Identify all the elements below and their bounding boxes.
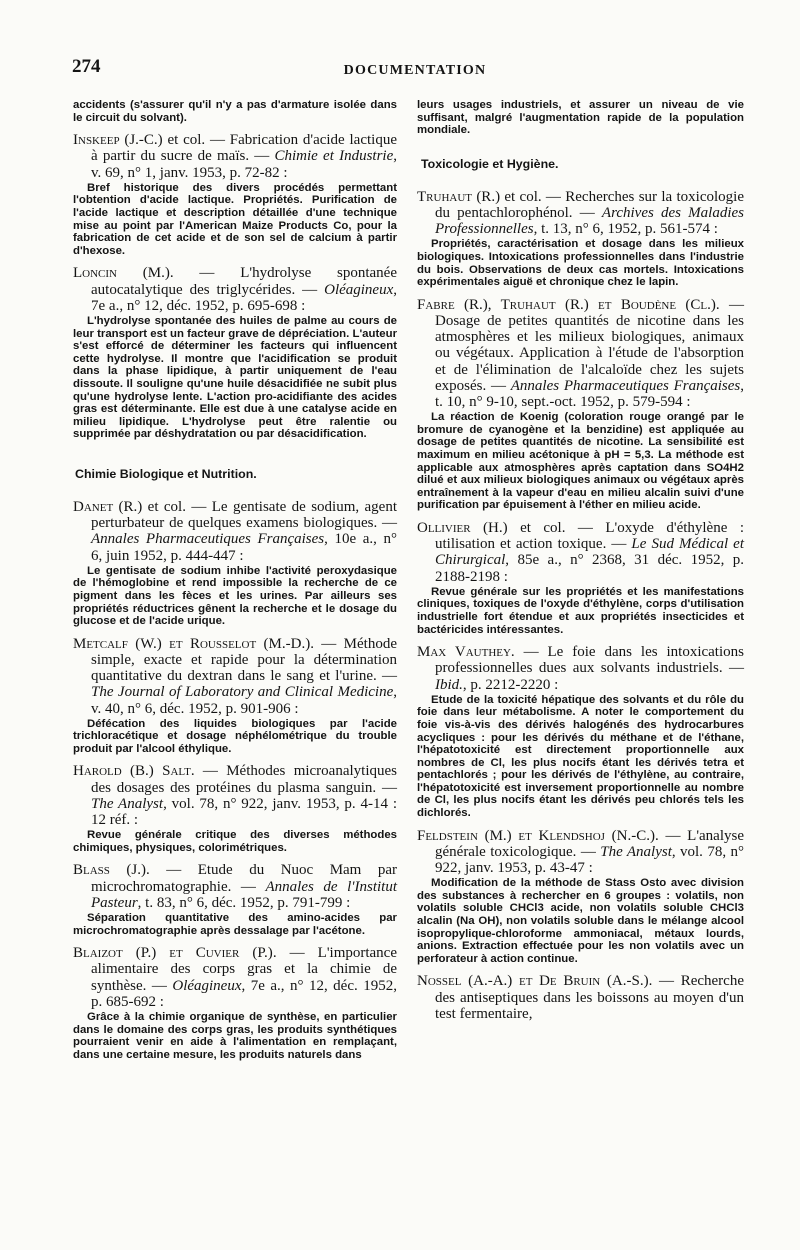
continuation-text: leurs usages industriels, et assurer un niveau de vie suffisant, malgré l'augmentation rapide de la population mondiale. xyxy=(417,99,744,137)
citation xyxy=(73,945,397,1010)
entry-journal: The Analyst xyxy=(600,843,672,860)
entry-abstract: Bref historique des divers procédés permettant l'obtention d'acide lactique. Propriétés. Purification de l'acide lactique et description détaillée d'une technique mise au point par l'American Maize Products Co, pour la fabrication de cet acide et de son sel de calcium à partir d'hexose. xyxy=(73,181,397,257)
citation xyxy=(73,763,397,828)
entry-abstract: Grâce à la chimie organique de synthèse, en particulier dans le domaine des corps gras, les produits synthétiques pourraient venir en aide à l'alimentation en remplaçant, dans une certaine mesure, les produits naturels dans xyxy=(73,1011,397,1061)
entry-abstract: La réaction de Koenig (coloration rouge orangé par le bromure de cyanogène et la benzidine) est appliquée au dosage de petites quantités de nicotine. La sensibilité est maximum en milieu acétonique à pH = 5,3. La méthode est applicable aux atmosphères après captation dans SO4H2 dilué et aux milieux biologiques animaux ou végétaux après entraînement à la vapeur d'eau en milieu alcalin suivi d'une purification par épuisement à l'éther en milieu acide. xyxy=(417,411,744,512)
entry-journal: Oléagineux xyxy=(324,281,394,298)
page-header xyxy=(72,56,758,84)
entry-abstract: Revue générale critique des diverses méthodes chimiques, physiques, colorimétriques. xyxy=(73,829,397,854)
entry-title: . — Etude du Nuoc Mam par microchromatographie. — xyxy=(91,862,398,895)
entry-journal: The Analyst xyxy=(91,795,164,812)
bibliography-entry xyxy=(417,644,744,820)
entry-title: . — L'analyse générale toxicologique. — xyxy=(435,827,745,860)
entry-abstract: Modification de la méthode de Stass Osto avec division des substances à rechercher en 6 groupes : volatils, non volatils soluble CHCl3 acide, non volatils soluble CHCl3 alcalin (Na OH), non volatils soluble dans le mélange alcool isopropylique-chloroforme ammoniacal, métaux lourds, anions. Extraction effectuée pour les non volatils avec un perforateur à action continue. xyxy=(417,877,744,965)
entry-title: et col. — L'oxyde d'éthylène : utilisation et action toxique. — xyxy=(435,519,745,553)
entry-abstract: Etude de la toxicité hépatique des solvants et du rôle du foie dans leur métabolisme. A noter le comportement du foie vis-à-vis des dérivés halogénés des hydrocarbures acycliques : pour les dérivés du méthane et de l'éthane, l'hépatotoxicité est directement proportionnelle aux nombres de Cl, les plus nocifs étant les dérivés tetra et pentachlorés ; pour les dérivés de l'éthylène, au contraire, l'hépatotoxicité est inversement proportionnelle au nombre de Cl, les plus nocifs étant les dérivés peu chlorés tels les dichlorés. xyxy=(417,693,744,820)
entry-ref: , t. 13, n° 6, 1952, p. 561-574 : xyxy=(533,221,718,238)
entry-ref: , vol. 78, n° 922, janv. 1953, p. 4-14 : 12 réf. : xyxy=(91,795,397,829)
entry-journal: Ibid. xyxy=(435,676,463,693)
entry-title: . — Méthode simple, exacte et rapide pour la détermination quantitative du dextran dans le sang et l'urine. — xyxy=(91,635,397,685)
entry-journal: Oléagineux xyxy=(172,977,242,994)
entry-authors: Metcalf (W.) et Rousselot (M.-D.) xyxy=(73,635,311,652)
citation xyxy=(73,636,397,717)
citation xyxy=(417,828,744,877)
entry-abstract: Séparation quantitative des amino-acides par microchromatographie après dessalage par l'acétone. xyxy=(73,912,397,937)
bibliography-entry xyxy=(73,265,397,441)
entry-authors: Danet (R.) xyxy=(73,498,143,515)
entry-ref: , vol. 78, n° 922, janv. 1953, p. 43-47 : xyxy=(435,843,744,877)
bibliography-entry xyxy=(73,945,397,1061)
entry-authors: Truhaut (R.) xyxy=(417,188,501,205)
bibliography-entry xyxy=(417,828,744,966)
entry-title: et col. — Le gentisate de sodium, agent perturbateur de quelques examens biologiques. — xyxy=(91,498,397,532)
bibliography-entry xyxy=(73,636,397,756)
citation xyxy=(73,862,397,911)
bibliography-entry xyxy=(417,520,744,636)
citation xyxy=(417,520,744,585)
citation xyxy=(417,297,744,410)
entry-abstract: L'hydrolyse spontanée des huiles de palme au cours de leur transport est un facteur grave de dépréciation. L'auteur s'est efforcé de déterminer les facteurs qui influencent cette hydrolyse. Il montre que l'acidification se produit dans la phase lipidique, à partir uniquement de l'eau dissoute. Il souligne qu'une huile désacidifiée ne subit plus qu'une hydrolyse lente. L'action pro-acidifiante des acides gras est déterminante. Elle est due à une catalyse acide en milieu lipidique. L'hydrolyse peut être ralentie ou supprimée par déshydratation ou par désacidification. xyxy=(73,314,397,441)
running-head: DOCUMENTATION xyxy=(343,63,487,78)
entry-title: et col. — Fabrication d'acide lactique à partir du sucre de maïs. — xyxy=(91,132,397,165)
entry-authors: Max Vauthey xyxy=(417,644,511,661)
entry-ref: , t. 10, n° 9-10, sept.-oct. 1952, p. 579-594 : xyxy=(435,377,744,410)
bibliography-entry xyxy=(417,189,744,289)
entry-journal: Annales Pharmaceutiques Françaises xyxy=(91,531,325,548)
entry-journal: Annales de l'Institut Pasteur xyxy=(91,878,397,911)
entry-journal: Archives des Maladies Professionnelles xyxy=(435,204,744,238)
entry-ref: , 85e a., n° 2368, 31 déc. 1952, p. 2188-2198 : xyxy=(435,552,744,585)
entry-authors: Inskeep (J.-C.) xyxy=(73,132,163,149)
entry-authors: Blaizot (P.) et Cuvier (P.) xyxy=(73,945,273,962)
entry-journal: Annales Pharmaceutiques Françaises xyxy=(510,377,741,394)
entry-title: . — L'importance alimentaire des corps gras et la chimie de synthèse. — xyxy=(91,945,397,994)
entry-ref: , v. 40, n° 6, déc. 1952, p. 901-906 : xyxy=(91,684,397,717)
page-number: 274 xyxy=(72,56,101,77)
citation xyxy=(73,499,397,564)
entry-authors: Blass (J.) xyxy=(73,862,146,879)
intro-fragment: accidents (s'assurer qu'il n'y a pas d'armature isolée dans le circuit du solvant). xyxy=(73,99,397,124)
bibliography-entry xyxy=(73,763,397,854)
bibliography-entry xyxy=(73,862,397,937)
bibliography-entry xyxy=(73,499,397,628)
entry-authors: Fabre (R.), Truhaut (R.) et Boudène (Cl.) xyxy=(417,296,716,313)
entry-title: . — Dosage de petites quantités de nicotine dans les atmosphères et les milieux biologiques, animaux ou végétaux. Application à l'étude de l'absorption et de l'élimination de l'alcaloïde chez les sujets exposés. — xyxy=(435,296,745,394)
entry-title: . — Le foie dans les intoxications professionnelles dues aux solvants industriels. — xyxy=(435,644,744,677)
entry-ref: , 7e a., n° 12, déc. 1952, p. 695-698 : xyxy=(91,281,397,314)
entry-ref: , p. 2212-2220 : xyxy=(462,676,559,693)
entry-journal: Chimie et Industrie xyxy=(274,148,394,165)
citation xyxy=(73,265,397,314)
entry-ref: , 7e a., n° 12, déc. 1952, p. 685-692 : xyxy=(91,977,397,1010)
entry-title: et col. — Recherches sur la toxicologie du pentachlorophénol. — xyxy=(435,188,744,221)
entry-ref: , v. 69, n° 1, janv. 1953, p. 72-82 : xyxy=(91,148,397,181)
entry-authors: Ollivier (H.) xyxy=(417,519,508,536)
entry-journal: Le Sud Médical et Chirurgical xyxy=(435,536,744,569)
entry-title: . — L'hydrolyse spontanée autocatalytique des triglycérides. — xyxy=(91,265,397,298)
right-column xyxy=(417,98,744,1030)
section-title: Toxicologie et Hygiène. xyxy=(421,156,559,171)
left-column xyxy=(73,98,397,1069)
entry-authors: Harold (B.) Salt xyxy=(73,763,191,780)
entry-title: . — Recherche des antiseptiques dans les boissons au moyen d'un test fermentaire, xyxy=(435,973,744,1022)
bibliography-entry xyxy=(73,132,397,257)
entry-abstract: Propriétés, caractérisation et dosage dans les milieux biologiques. Intoxications professionnelles dans l'industrie du bois. Observations de deux cas mortels. Intoxications expérimentales aiguë et chronique chez le lapin. xyxy=(417,238,744,289)
citation xyxy=(417,973,744,1022)
entry-authors: Nossel (A.-A.) et De Bruin (A.-S.) xyxy=(417,973,649,990)
entry-authors: Feldstein (M.) et Klendshoj (N.-C.) xyxy=(417,827,655,844)
entry-abstract: Défécation des liquides biologiques par l'acide trichloracétique et dosage néphélométrique du trouble produit par l'alcool éthylique. xyxy=(73,717,397,755)
entry-ref: , t. 83, n° 6, déc. 1952, p. 791-799 : xyxy=(137,894,351,911)
entry-authors: Loncin (M.) xyxy=(73,265,170,282)
entry-journal: The Journal of Laboratory and Clinical Medicine xyxy=(91,684,394,701)
entry-title: . — Méthodes microanalytiques des dosages des protéines du plasma sanguin. — xyxy=(91,763,397,796)
entry-ref: , 10e a., n° 6, juin 1952, p. 444-447 : xyxy=(91,531,397,564)
citation xyxy=(73,132,397,181)
bibliography-entry xyxy=(417,297,744,512)
entry-abstract: Revue générale sur les propriétés et les manifestations cliniques, toxiques de l'oxyde d'éthylène, corps d'utilisation industrielle fort étendue et aux propriétés insecticides et bactéricides intéressantes. xyxy=(417,585,744,636)
section-title: Chimie Biologique et Nutrition. xyxy=(75,466,257,481)
citation xyxy=(417,644,744,693)
entry-abstract: Le gentisate de sodium inhibe l'activité peroxydasique de l'hémoglobine et rend impossible la recherche de ce pigment dans les fèces et les urines. Par ailleurs ses propriétés réductrices gênent la recherche et le dosage du glucose et de l'acide urique. xyxy=(73,564,397,628)
citation xyxy=(417,189,744,238)
bibliography-entry xyxy=(417,973,744,1022)
